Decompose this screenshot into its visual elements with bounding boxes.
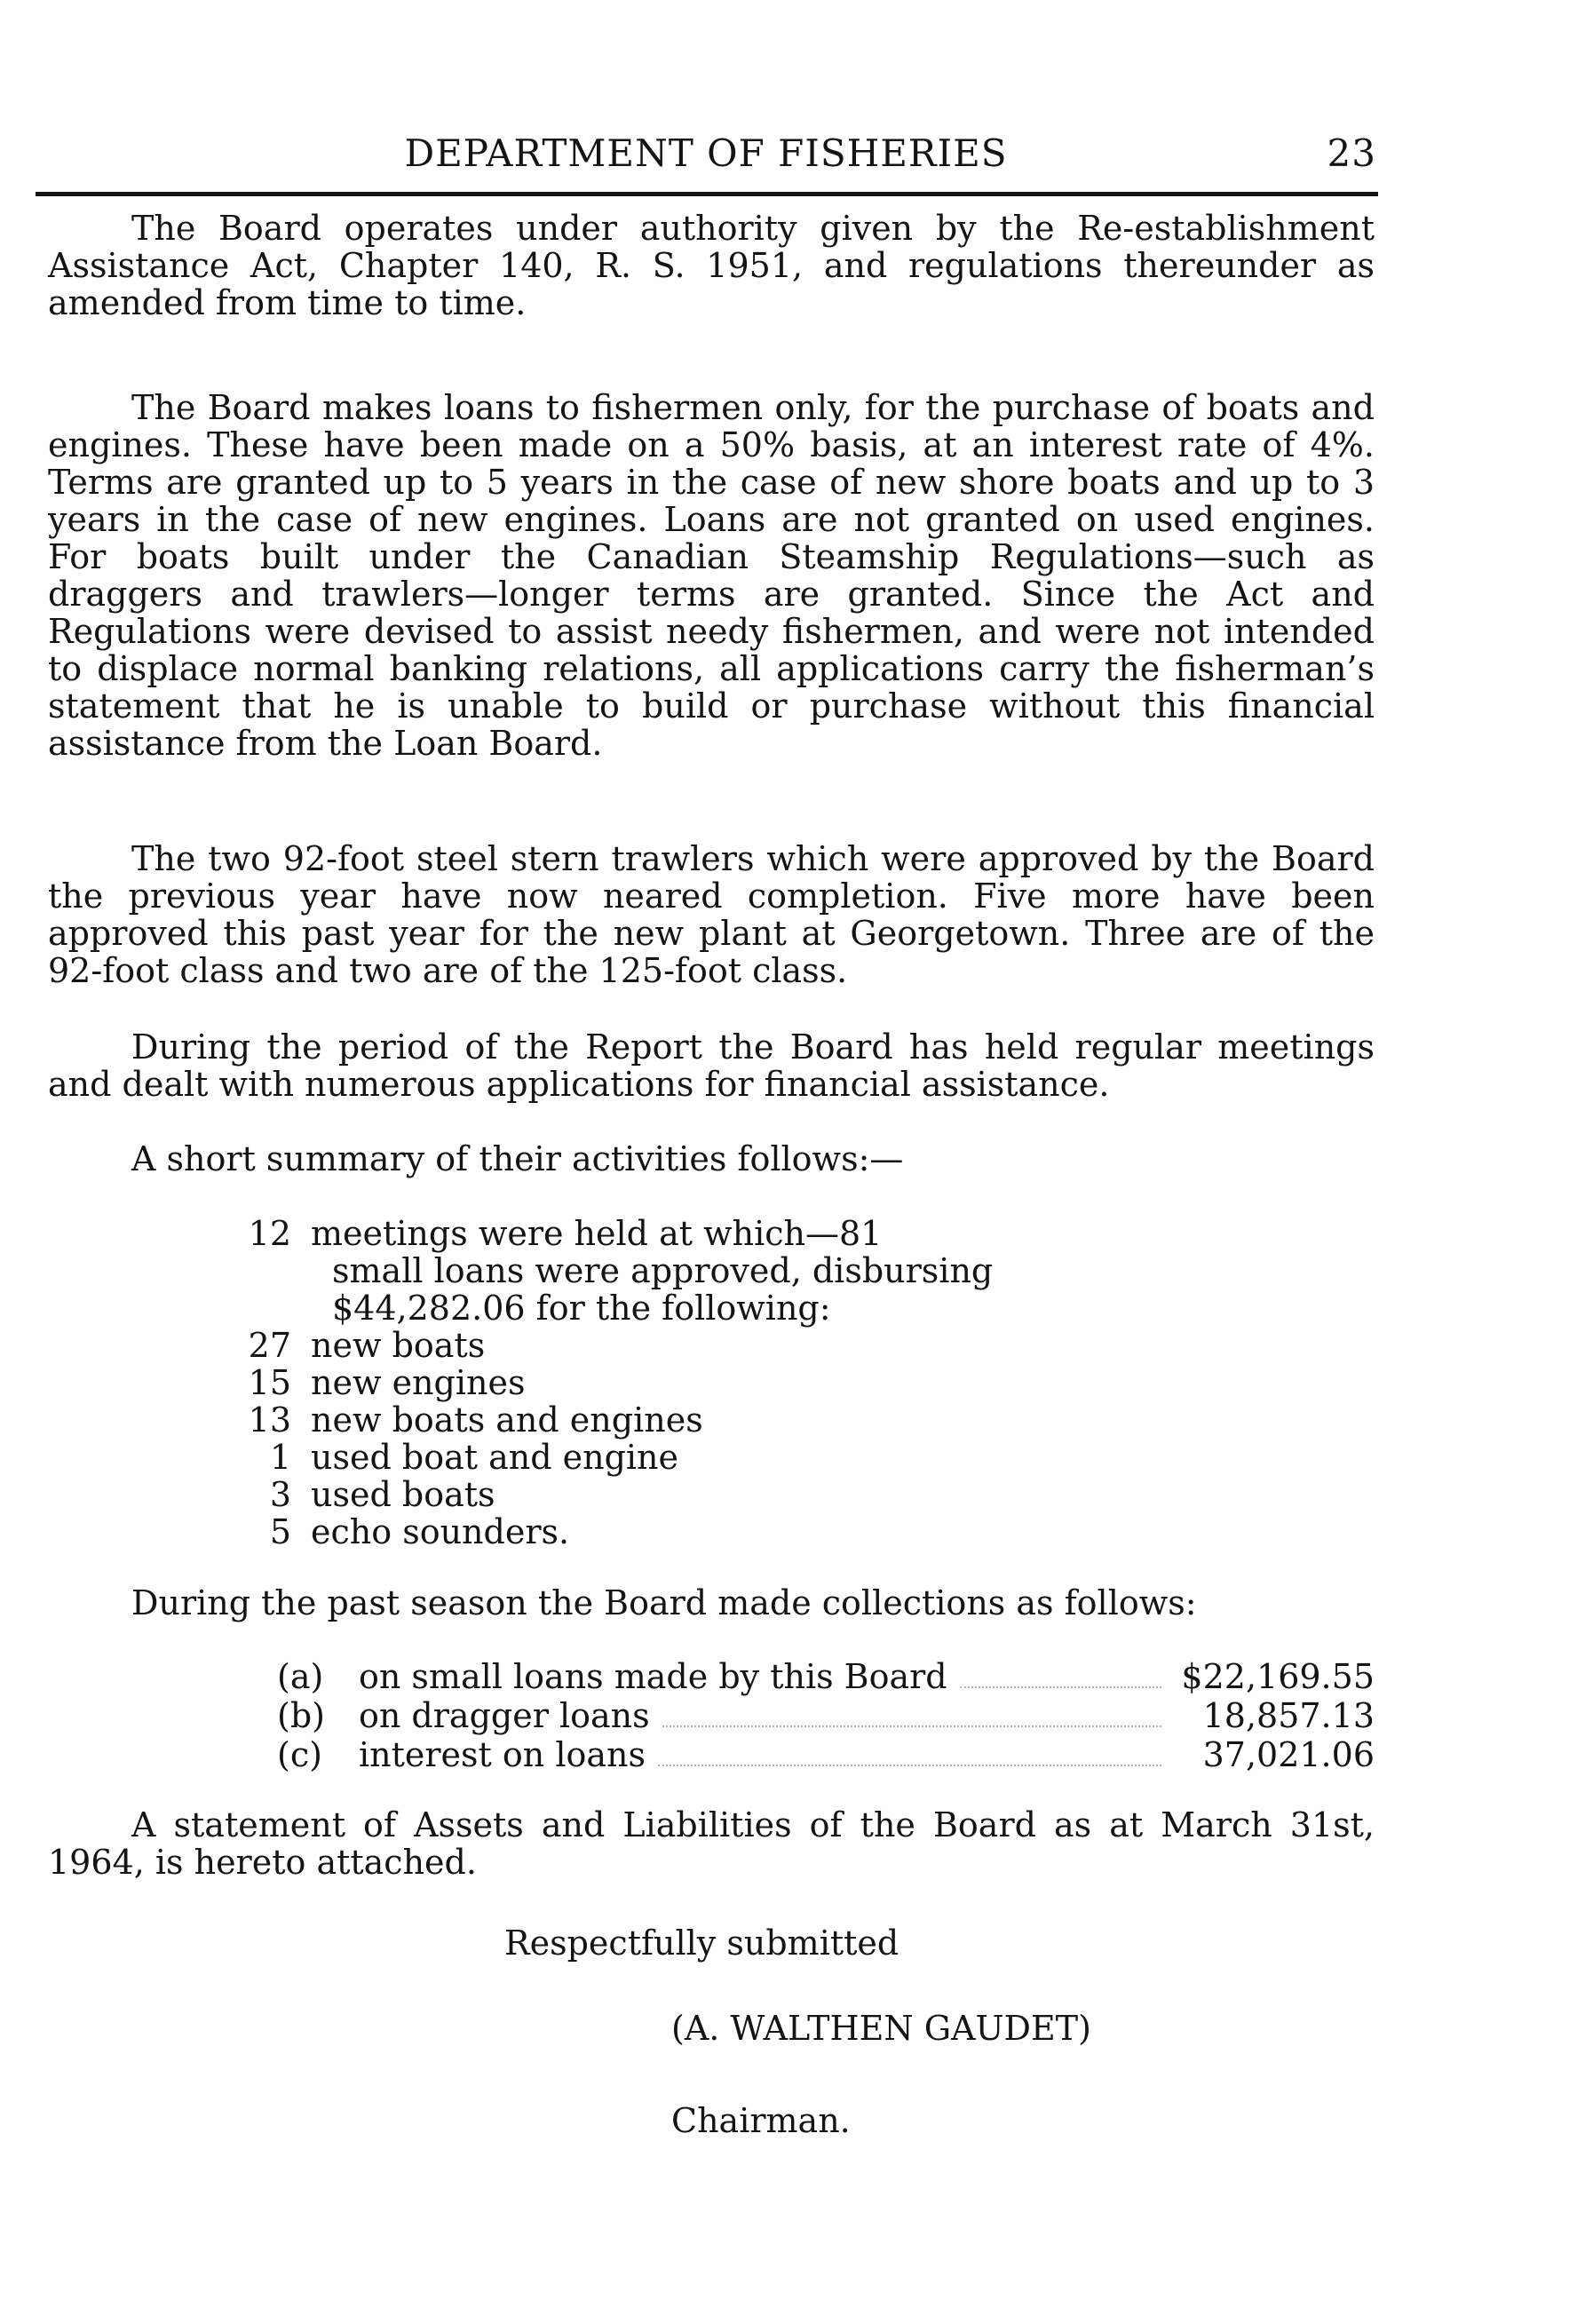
summary-row: 15 new engines [248,1363,526,1402]
summary-row: 12 meetings were held at which—81 [248,1214,883,1253]
summary-intro: A short summary of their activities follows:— [131,1139,904,1178]
page-number: 23 [1327,131,1376,175]
paragraph-authority: The Board operates under authority given by the Re-establishment Assistance Act, Chapter 140, R. S. 1951, and regulations thereunder as amended from time to time. [48,209,1375,322]
collection-row: (b) on dragger loans 18,857.13 [277,1696,1375,1735]
summary-row: 13 new boats and engines [248,1400,703,1440]
signatory-title: Chairman. [671,2101,851,2140]
summary-row: 5 echo sounders. [269,1512,570,1551]
summary-row: 1 used boat and engine [269,1438,679,1477]
summary-row: 3 used boats [269,1475,495,1514]
paragraph-loans: The Board makes loans to fishermen only, for the purchase of boats and engines. These have been made on a 50% basis, at an interest rate of 4%. Terms are granted up to 5 years in the case of new shore boats and up to 3 years in the case of new engines. Loans are not granted on used engines. For boats built under the Canadian Steamship Regulations—such as draggers and trawlers—longer terms are granted. Since the Act and Regulations were devised to assist needy fishermen, and were not intended to displace normal banking relations, all applications carry the fisherman’s statement that he is unable to build or purchase without this financial assistance from the Loan Board. [48,388,1375,763]
page-header [36,131,1376,185]
summary-row: $44,282.06 for the following: [332,1289,831,1328]
collections-intro: During the past season the Board made collections as follows: [131,1583,1197,1622]
collections-list [277,1657,1375,1774]
collection-row: (a) on small loans made by this Board $22,169.55 [277,1657,1375,1696]
summary-row: small loans were approved, disbursing [332,1251,994,1290]
summary-row: 27 new boats [248,1326,486,1365]
paragraph-statement: A statement of Assets and Liabilities of the Board as at March 31st, 1964, is hereto attached. [48,1805,1375,1882]
closing-line: Respectfully submitted [504,1923,899,1963]
collection-row: (c) interest on loans 37,021.06 [277,1735,1375,1774]
activity-summary [238,1215,993,1551]
paragraph-meetings: During the period of the Report the Board has held regular meetings and dealt with numerous applications for financial assistance. [48,1027,1375,1104]
leader-dots [658,1765,1161,1766]
paragraph-trawlers: The two 92-foot steel stern trawlers which were approved by the Board the previous year have now neared completion. Five more have been approved this past year for the new plant at Georgetown. Three are of the 92-foot class and two are of the 125-foot class. [48,839,1375,990]
running-title: DEPARTMENT OF FISHERIES [404,131,1008,175]
leader-dots [662,1725,1161,1727]
header-rule [36,192,1378,196]
signatory-name: (A. WALTHEN GAUDET) [671,2009,1091,2048]
leader-dots [960,1686,1161,1688]
